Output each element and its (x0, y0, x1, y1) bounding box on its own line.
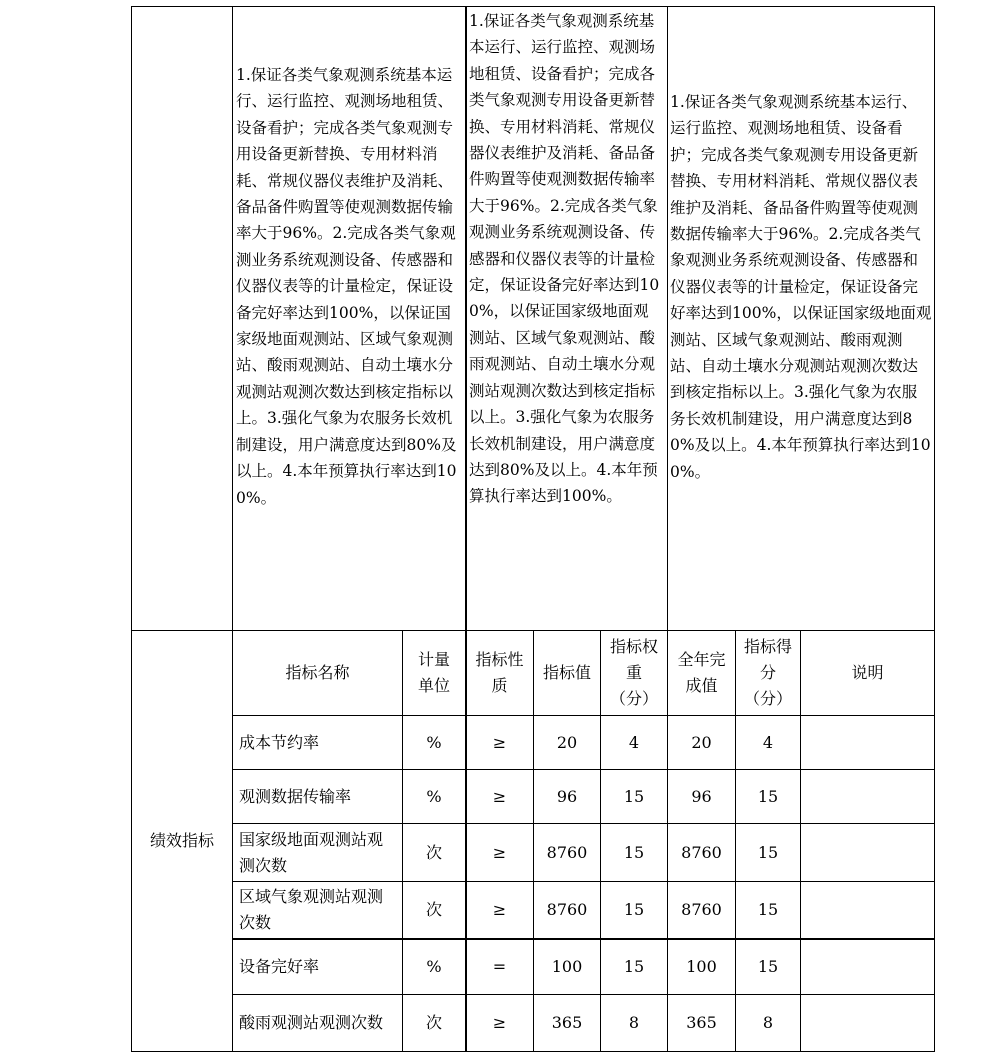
row-5-actual: 100 (686, 957, 717, 976)
row-2-actual: 96 (691, 786, 712, 806)
row-4-nature: ≥ (492, 900, 507, 919)
row-5-score: 15 (757, 957, 779, 976)
row-6-actual: 365 (686, 1013, 717, 1032)
row-6-weight: 8 (628, 1013, 640, 1032)
row-3-weight: 15 (623, 842, 645, 862)
border-right (934, 6, 935, 1052)
header-target: 指标值 (542, 663, 591, 682)
row-3-note (801, 824, 934, 881)
row-1-nature: ≥ (492, 732, 507, 752)
row-3-unit: 次 (425, 842, 442, 862)
goal-text-2: 1.保证各类气象观测系统基本运行、运行监控、观测场地租赁、设备看护；完成各类气象观测专用设备更新替换、专用材料消耗、常规仪器仪表维护及消耗、备品备件购置等使观测数据传输率大于96%。2.完成各类气象观测业务系统观测设备、传感器和仪器仪表等的计量检定，保证设备完好率达到100%，以保证国家级地面观测站、区域气象观测站、酸雨观测站、自动土壤水分观测站观测次数达到核定指标以上。3.强化气象为农服务长效机制建设，用户满意度达到80%及以上。4.本年预算执行率达到100%。 (469, 12, 660, 506)
row-6-target: 365 (551, 1013, 583, 1032)
row-2-nature: ≥ (492, 786, 507, 806)
row-2-weight: 15 (623, 786, 645, 806)
row-1-unit: % (426, 732, 442, 752)
row-1-target: 20 (556, 732, 578, 752)
row-4-name: 区域气象观测站观测次数 (239, 887, 384, 932)
row-5-weight: 15 (623, 957, 645, 976)
row-2-note (801, 770, 934, 823)
row-3-score: 15 (757, 842, 779, 862)
header-weight: 指标权重（分） (610, 637, 659, 708)
row-4-target: 8760 (546, 900, 588, 919)
row-3-actual: 8760 (681, 842, 722, 862)
row-6-note (801, 995, 934, 1051)
row-3-nature: ≥ (492, 842, 507, 862)
row-6-name: 酸雨观测站观测次数 (239, 1013, 384, 1032)
row-2-target: 96 (556, 786, 578, 806)
border-bottom (131, 1051, 935, 1052)
header-actual: 全年完成值 (677, 650, 726, 695)
row-5-unit: % (426, 957, 442, 976)
row-1-weight: 4 (628, 732, 640, 752)
row-1-actual: 20 (691, 732, 712, 752)
row-4-unit: 次 (425, 900, 442, 919)
row-3-target: 8760 (546, 842, 588, 862)
section-label: 绩效指标 (149, 831, 214, 850)
header-score: 指标得分（分） (743, 637, 792, 708)
row-1-name: 成本节约率 (239, 732, 320, 752)
row-5-nature: = (492, 957, 507, 976)
row-4-actual: 8760 (681, 900, 722, 919)
header-note: 说明 (851, 663, 884, 682)
row-6-score: 8 (762, 1013, 774, 1032)
row-5-note (801, 940, 934, 994)
row-5-target: 100 (551, 957, 583, 976)
row-6-nature: ≥ (492, 1013, 507, 1032)
row-1-score: 4 (762, 732, 774, 752)
row-4-score: 15 (757, 900, 779, 919)
row-6-unit: 次 (425, 1013, 442, 1032)
row-1-note (801, 716, 934, 769)
row-5-name: 设备完好率 (239, 957, 320, 976)
row-4-note (801, 882, 934, 938)
goal-text-3: 1.保证各类气象观测系统基本运行、运行监控、观测场地租赁、设备看护；完成各类气象观测专用设备更新替换、专用材料消耗、常规仪器仪表维护及消耗、备品备件购置等使观测数据传输率大于96%。2.完成各类气象观测业务系统观测设备、传感器和仪器仪表等的计量检定，保证设备完好率达到100%，以保证国家级地面观测站、区域气象观测站、酸雨观测站、自动土壤水分观测站观测次数达到核定指标以上。3.强化气象为农服务长效机制建设，用户满意度达到80%及以上。4.本年预算执行率达到100%。 (670, 93, 932, 481)
row-3-name: 国家级地面观测站观测次数 (239, 829, 384, 875)
row-2-unit: % (426, 786, 442, 806)
header-nature: 指标性质 (475, 650, 524, 695)
header-unit: 计量单位 (417, 650, 450, 695)
goal-text-1: 1.保证各类气象观测系统基本运行、运行监控、观测场地租赁、设备看护；完成各类气象观测专用设备更新替换、专用材料消耗、常规仪器仪表维护及消耗、备品备件购置等使观测数据传输率大于96%。2.完成各类气象观测业务系统观测设备、传感器和仪器仪表等的计量检定，保证设备完好率达到100%，以保证国家级地面观测站、区域气象观测站、酸雨观测站、自动土壤水分观测站观测次数达到核定指标以上。3.强化气象为农服务长效机制建设，用户满意度达到80%及以上。4.本年预算执行率达到100%。 (236, 66, 457, 507)
row-4-weight: 15 (623, 900, 645, 919)
row-2-name: 观测数据传输率 (239, 786, 352, 806)
header-name: 指标名称 (285, 663, 350, 682)
row-2-score: 15 (757, 786, 779, 806)
border-top (131, 6, 935, 7)
